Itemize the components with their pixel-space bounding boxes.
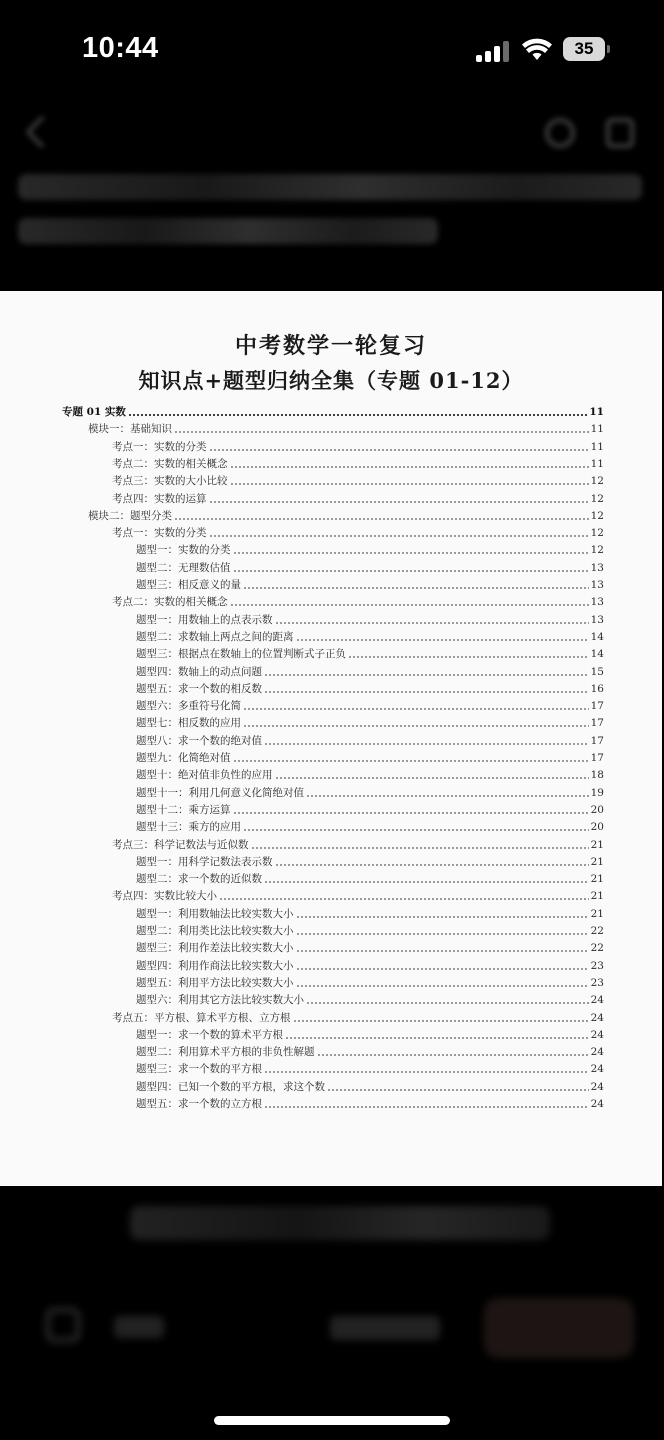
toc-entry-text: 题型七：相反数的应用 [136,717,241,730]
toc-dot-leader [174,431,589,433]
toc-entry [112,887,604,903]
toc-page-number: 12 [590,492,604,505]
toc-page-number: 19 [590,786,604,799]
toc-entry [136,732,604,748]
toc-dot-leader [233,812,589,814]
toc-entry [88,507,604,523]
toc-dot-leader [209,535,589,537]
toc-dot-leader [264,1071,589,1073]
toc-page-number: 24 [590,1046,604,1059]
toc-entry-text: 题型二：无理数估值 [136,561,231,574]
toc-page-number: 21 [590,855,604,868]
toc-entry-text: 题型六：多重符号化简 [136,700,241,713]
toc-entry-text: 模块一：基础知识 [88,423,172,436]
toc-entry-text: 考点三：实数的大小比较 [112,475,228,488]
toc-entry [136,974,604,990]
toc-entry-text: 考点一：实数的分类 [112,527,207,540]
toc-entry-text: 题型六：利用其它方法比较实数大小 [136,994,304,1007]
toc-entry-text: 题型一：实数的分类 [136,544,231,557]
toc-dot-leader [230,466,589,468]
toc-page-number: 12 [590,509,604,522]
toc-chapter-entry [62,403,604,419]
toc-entry [112,593,604,609]
toc-entry [136,818,604,834]
cellular-signal-icon [476,40,510,62]
toc-page-number: 22 [590,925,604,937]
toc-dot-leader [275,864,589,866]
blurred-bottom-toolbar [0,1186,664,1406]
toc-entry [136,939,604,955]
toc-entry [136,1060,604,1076]
toc-dot-leader [296,985,589,987]
toc-page-number: 17 [590,752,604,764]
toc-page-number: 12 [590,527,604,540]
toc-entry-text: 题型十二：乘方运算 [136,803,231,816]
toc-page-number: 20 [590,821,604,834]
toc-dot-leader [296,639,589,641]
toc-entry-text: 题型三：根据点在数轴上的位置判断式子正负 [136,648,346,661]
toc-entry-text: 题型一：用数轴上的点表示数 [136,613,273,626]
blurred-background-content [0,100,664,290]
toc-page-number: 11 [590,423,604,436]
toc-page-number: 24 [590,1080,604,1093]
toc-page-number: 24 [590,1028,604,1041]
toc-entry [136,853,604,869]
toc-page-number: 13 [590,613,604,626]
toc-dot-leader [264,881,589,883]
toc-dot-leader [243,725,589,727]
toc-dot-leader [209,449,589,451]
toc-dot-leader [174,518,589,520]
toc-entry-text: 题型四：已知一个数的平方根，求这个数 [136,1080,325,1093]
toc-entry [136,628,604,644]
toc-dot-leader [327,1089,589,1091]
toc-entry-text: 题型十一：利用几何意义化简绝对值 [136,786,304,799]
toc-entry-text: 题型五：求一个数的立方根 [136,1098,262,1110]
wifi-icon [522,38,552,62]
toc-entry-text: 题型一：利用数轴法比较实数大小 [136,907,294,920]
toc-page-number: 13 [590,596,604,609]
blurred-text-line [330,1316,440,1340]
toc-entry-text: 题型九：化简绝对值 [136,752,231,764]
toc-entry-text: 考点二：实数的相关概念 [112,457,228,470]
status-bar [0,0,664,100]
toc-entry [136,714,604,730]
toc-dot-leader [219,898,589,900]
toc-page-number: 23 [590,959,604,972]
toc-page-number: 21 [590,890,604,903]
toc-page-number: 16 [590,682,604,695]
back-icon [25,115,59,149]
toc-dot-leader [348,656,589,658]
toc-entry-text: 题型三：利用作差法比较实数大小 [136,942,294,955]
toc-dot-leader [296,950,589,952]
toc-entry [136,749,604,765]
toc-entry [136,1026,604,1042]
toc-dot-leader [128,414,587,416]
document-title: 中考数学一轮复习 [234,333,427,359]
toc-dot-leader [317,1054,589,1056]
toc-entry-text: 题型一：用科学记数法表示数 [136,855,273,868]
toc-dot-leader [209,501,589,503]
document-subtitle: 知识点+题型归纳全集（专题 01-12） [138,368,524,393]
toc-entry [136,680,604,696]
toc-page-number: 24 [590,1098,604,1110]
toc-dot-leader [243,587,589,589]
toc-entry-text: 题型四：利用作商法比较实数大小 [136,959,294,972]
toc-dot-leader [285,1037,589,1039]
blurred-text-line [114,1316,164,1338]
toc-dot-leader [233,760,589,762]
toc-entry-text: 题型一：求一个数的算术平方根 [136,1028,283,1041]
toc-dot-leader [296,916,589,918]
toc-entry [136,611,604,627]
blurred-text-line [18,218,438,244]
toc-entry [136,1043,604,1059]
toc-entry [136,991,604,1007]
toc-entry [112,836,604,852]
toc-entry-text: 题型八：求一个数的绝对值 [136,734,262,747]
toc-entry [136,870,604,886]
toc-page-number: 22 [590,942,604,955]
toc-entry-text: 题型三：相反意义的量 [136,579,241,591]
document-page-viewer[interactable] [0,291,662,1186]
toc-dot-leader [264,1106,589,1108]
toc-page-number: 20 [590,803,604,816]
toc-entry [136,784,604,800]
toc-page-number: 24 [590,1011,604,1024]
toc-entry-text: 题型十：绝对值非负性的应用 [136,769,273,782]
toc-entry-text: 考点五：平方根、算术平方根、立方根 [112,1011,291,1024]
toc-entry [136,1095,604,1111]
toc-page-number: 12 [590,475,604,488]
home-indicator[interactable] [214,1416,450,1425]
profile-icon [545,118,575,148]
toc-entry [136,559,604,575]
toc-entry-text: 考点二：实数的相关概念 [112,596,228,609]
toc-page-number: 17 [590,734,604,747]
toc-dot-leader [233,552,589,554]
toc-entry-text: 考点四：实数的运算 [112,492,207,505]
toc-dot-leader [275,777,589,779]
toc-entry [136,905,604,921]
toc-page-number: 21 [590,873,604,886]
toc-dot-leader [296,968,589,970]
toc-page-number: 15 [590,665,604,678]
toc-page-number: 11 [589,406,604,418]
toc-entry [136,766,604,782]
toc-entry [112,438,604,454]
toc-entry [112,524,604,540]
toc-entry-text: 题型五：利用平方法比较实数大小 [136,976,294,989]
toc-entry-text: 题型二：求一个数的近似数 [136,873,262,886]
battery-tip-icon [607,45,610,53]
comment-icon [46,1308,80,1342]
toc-entry [136,576,604,592]
toc-entry [136,645,604,661]
toc-dot-leader [306,1002,589,1004]
toc-page-number: 14 [590,648,604,661]
toc-entry [136,697,604,713]
toc-dot-leader [293,1020,589,1022]
toc-dot-leader [230,483,589,485]
toc-page-number: 17 [590,717,604,730]
toc-entry-text: 题型二：求数轴上两点之间的距离 [136,630,294,643]
toc-page-number: 13 [590,579,604,591]
toc-dot-leader [275,622,589,624]
toc-entry [112,1009,604,1025]
toc-entry-text: 专题 01 实数 [62,406,126,418]
toc-page-number: 11 [590,440,604,453]
toc-dot-leader [243,829,589,831]
action-button [484,1298,634,1358]
toc-entry [136,1078,604,1094]
toc-page-number: 24 [590,994,604,1007]
toc-entry-text: 题型十三：乘方的应用 [136,821,241,834]
battery-indicator: 35 [563,37,605,61]
toc-dot-leader [264,691,589,693]
blurred-text-line [130,1206,550,1240]
toc-entry [112,490,604,506]
toc-entry-text: 题型二：利用类比法比较实数大小 [136,925,294,937]
toc-entry [136,801,604,817]
toc-page-number: 21 [590,838,604,851]
toc-entry-text: 考点三：科学记数法与近似数 [112,838,249,851]
toc-entry-text: 题型三：求一个数的平方根 [136,1063,262,1076]
toc-dot-leader [306,795,589,797]
toc-page-number: 18 [590,769,604,782]
toc-entry [88,420,604,436]
toc-entry-text: 考点一：实数的分类 [112,440,207,453]
toc-entry [136,663,604,679]
toc-entry [136,541,604,557]
toc-entry [112,472,604,488]
toc-dot-leader [243,708,589,710]
toc-entry [136,922,604,938]
toc-dot-leader [296,933,589,935]
toc-entry-text: 题型四：数轴上的动点问题 [136,665,262,678]
toc-entry [112,455,604,471]
toc-entry-text: 模块二：题型分类 [88,509,172,522]
toc-entry-text: 考点四：实数比较大小 [112,890,217,903]
toc-entry [136,957,604,973]
toc-page-number: 12 [590,544,604,557]
toc-entry-text: 题型五：求一个数的相反数 [136,682,262,695]
toc-dot-leader [264,674,589,676]
toc-page-number: 13 [590,561,604,574]
blurred-text-line [18,174,642,200]
toc-page-number: 14 [590,630,604,643]
toc-dot-leader [264,743,589,745]
toc-page-number: 11 [590,457,604,470]
toc-dot-leader [233,570,589,572]
toc-dot-leader [251,847,589,849]
clock: 10:44 [82,32,159,64]
toc-page-number: 21 [590,907,604,920]
toc-page-number: 17 [590,700,604,713]
toc-page-number: 24 [590,1063,604,1076]
toc-dot-leader [230,604,589,606]
share-icon [606,118,634,148]
toc-page-number: 23 [590,976,604,989]
toc-entry-text: 题型二：利用算术平方根的非负性解题 [136,1046,315,1059]
